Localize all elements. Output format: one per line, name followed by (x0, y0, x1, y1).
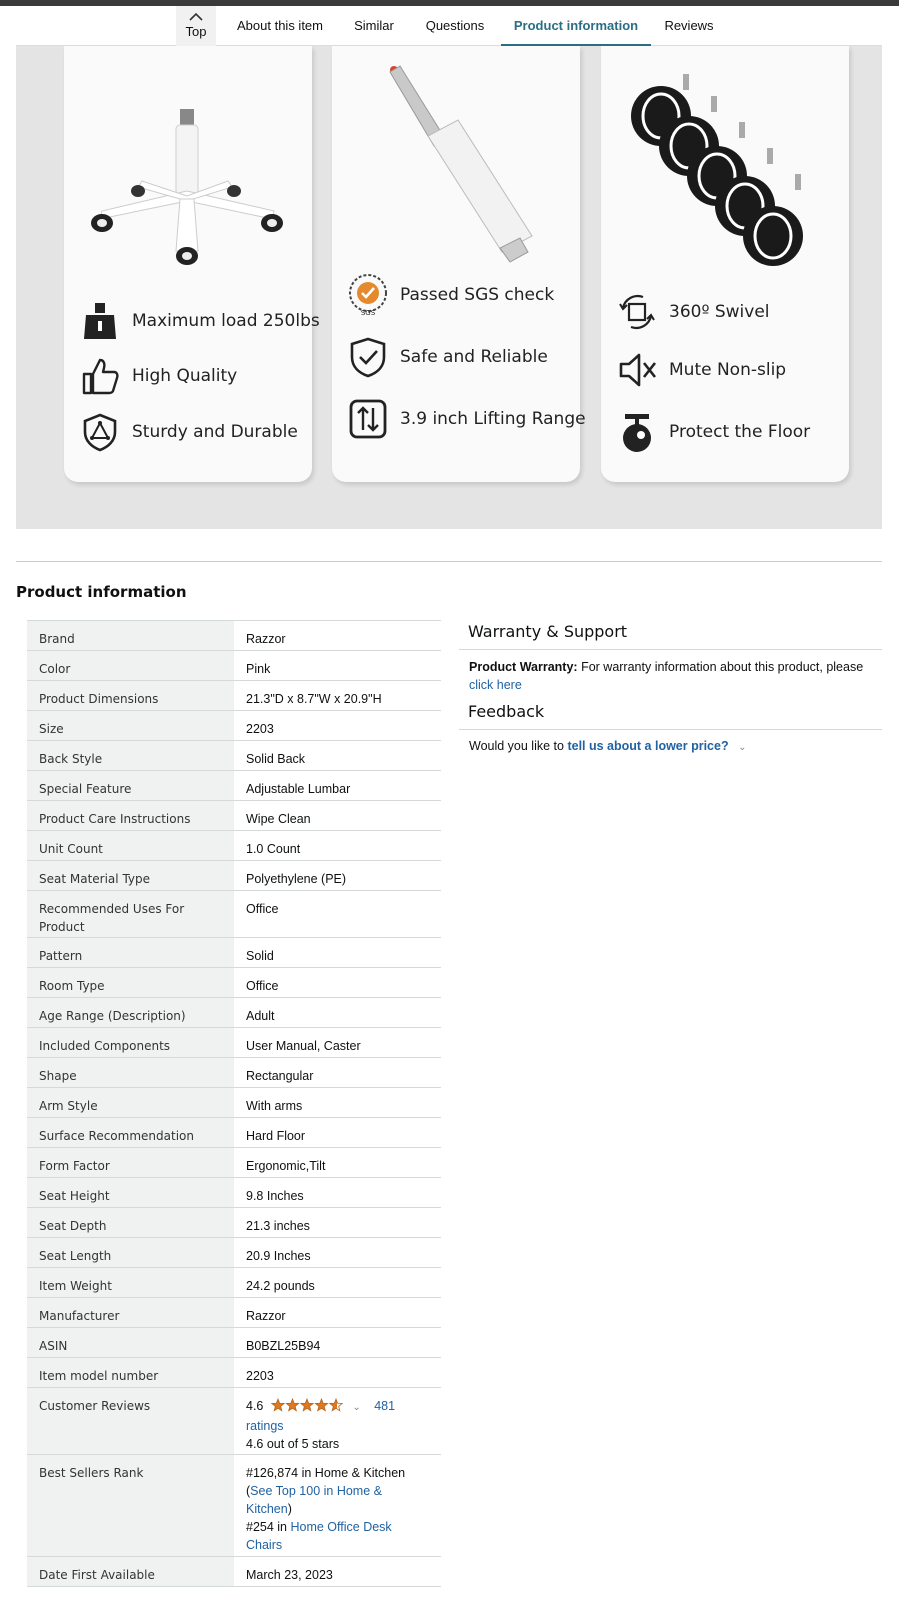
tab-bar (16, 6, 882, 46)
table-row (27, 1028, 441, 1058)
table-row (27, 711, 441, 741)
table-row (27, 1088, 441, 1118)
feature-label: 3.9 inch Lifting Range (400, 409, 586, 429)
table-row-date-first-available (27, 1557, 441, 1587)
spec-key: Item model number (27, 1358, 234, 1388)
table-row (27, 1358, 441, 1388)
thumbs-up-icon (80, 356, 120, 396)
spec-value: Pink (234, 651, 441, 681)
warranty-text (459, 650, 882, 700)
feature-label: Mute Non-slip (669, 360, 787, 380)
spec-key: Special Feature (27, 771, 234, 801)
spec-value: 1.0 Count (234, 831, 441, 861)
table-row (27, 831, 441, 861)
warranty-body: For warranty information about this product, please (581, 660, 864, 674)
spec-value: Adjustable Lumbar (234, 771, 441, 801)
star-2 (286, 1399, 298, 1411)
spec-key: Best Sellers Rank (27, 1455, 234, 1557)
star-1 (272, 1399, 284, 1411)
spec-value: Hard Floor (234, 1118, 441, 1148)
ratings-count-link[interactable]: 481 (374, 1399, 396, 1413)
spec-value: Razzor (234, 1298, 441, 1328)
product-feature-banner (16, 46, 882, 529)
spec-value: Adult (234, 998, 441, 1028)
table-row-best-sellers-rank (27, 1455, 441, 1557)
section-divider (16, 561, 882, 562)
top-label: Top (185, 24, 207, 39)
chevron-down-icon[interactable]: ⌄ (352, 1402, 361, 1413)
table-row (27, 1208, 441, 1238)
spec-value: With arms (234, 1088, 441, 1118)
spec-key: Arm Style (27, 1088, 234, 1118)
table-row (27, 891, 441, 938)
table-row (27, 681, 441, 711)
feature-label: Sturdy and Durable (132, 422, 298, 442)
feature-swivel (615, 290, 770, 334)
spec-key: Manufacturer (27, 1298, 234, 1328)
rank-line-2-prefix: #254 in (246, 1520, 291, 1534)
warranty-click-here-link[interactable]: click here (469, 678, 522, 692)
spec-value: March 23, 2023 (234, 1557, 441, 1587)
caster-wheels-image (621, 66, 831, 281)
spec-key: Size (27, 711, 234, 741)
spec-value: 21.3"D x 8.7"W x 20.9"H (234, 681, 441, 711)
spec-value: Office (234, 891, 441, 938)
feature-high-quality (78, 354, 237, 398)
feature-label: 360º Swivel (669, 302, 770, 322)
swivel-icon (617, 292, 657, 332)
product-details-table (27, 620, 441, 1587)
spec-key: Surface Recommendation (27, 1118, 234, 1148)
spec-key: Recommended Uses For Product (27, 891, 234, 938)
spec-value: Office (234, 968, 441, 998)
lower-price-feedback-link[interactable]: tell us about a lower price? (567, 739, 729, 753)
spec-key: Seat Depth (27, 1208, 234, 1238)
star-rating-icon[interactable] (271, 1398, 343, 1412)
home-office-desk-chairs-link[interactable]: Home Office Desk Chairs (246, 1520, 392, 1552)
star-4 (315, 1399, 327, 1411)
spec-key: ASIN (27, 1328, 234, 1358)
chevron-up-icon (189, 12, 203, 22)
spec-value: 20.9 Inches (234, 1238, 441, 1268)
up-down-arrows-icon (348, 398, 388, 440)
spec-value: 21.3 inches (234, 1208, 441, 1238)
table-row (27, 998, 441, 1028)
spec-key: Age Range (Description) (27, 998, 234, 1028)
side-panel (459, 620, 882, 762)
star-3 (301, 1399, 313, 1411)
table-row (27, 1058, 441, 1088)
spec-value: Wipe Clean (234, 801, 441, 831)
spec-key: Item Weight (27, 1268, 234, 1298)
spec-key: Product Care Instructions (27, 801, 234, 831)
feedback-text (459, 730, 882, 762)
spec-value: Polyethylene (PE) (234, 861, 441, 891)
spec-key: Date First Available (27, 1557, 234, 1587)
spec-value: Ergonomic,Tilt (234, 1148, 441, 1178)
see-top-100-link[interactable]: See Top 100 in Home & Kitchen (246, 1484, 382, 1516)
spec-value: 24.2 pounds (234, 1268, 441, 1298)
rating-number: 4.6 (246, 1399, 264, 1413)
table-row-customer-reviews (27, 1388, 441, 1455)
feature-sturdy (78, 410, 298, 454)
spec-value: 2203 (234, 1358, 441, 1388)
table-row (27, 861, 441, 891)
feature-label: Maximum load 250lbs (132, 311, 320, 331)
feature-mute (615, 348, 786, 392)
feature-label: Protect the Floor (669, 422, 811, 442)
spec-key: Seat Material Type (27, 861, 234, 891)
spec-value-rank (234, 1455, 441, 1557)
table-row (27, 801, 441, 831)
table-row (27, 968, 441, 998)
table-row (27, 938, 441, 968)
spec-key: Form Factor (27, 1148, 234, 1178)
feature-card-gas-lift (332, 46, 586, 482)
tab-questions[interactable]: Questions (425, 18, 485, 33)
rank-close-paren: ) (287, 1502, 292, 1516)
spec-value: User Manual, Caster (234, 1028, 441, 1058)
feedback-title: Feedback (459, 700, 882, 730)
sgs-badge-icon (346, 273, 390, 317)
gas-cylinder-image (372, 56, 542, 266)
svg-text:SGS: SGS (360, 309, 376, 317)
spec-key: Customer Reviews (27, 1388, 234, 1455)
spec-key: Color (27, 651, 234, 681)
table-row (27, 1268, 441, 1298)
weight-icon (80, 301, 120, 341)
table-row (27, 1118, 441, 1148)
chevron-down-icon[interactable]: ⌄ (738, 742, 747, 753)
shield-check-icon (348, 336, 388, 378)
tab-similar[interactable]: Similar (354, 18, 394, 33)
caster-icon (617, 411, 657, 453)
spec-key: Room Type (27, 968, 234, 998)
spec-key: Back Style (27, 741, 234, 771)
spec-key: Unit Count (27, 831, 234, 861)
feature-protect-floor (615, 410, 810, 454)
shield-icon (80, 412, 120, 452)
tab-reviews[interactable]: Reviews (664, 18, 714, 33)
feature-card-base (64, 46, 320, 482)
rank-open-paren: ( (246, 1484, 251, 1498)
spec-value-reviews (234, 1388, 441, 1455)
spec-key: Seat Height (27, 1178, 234, 1208)
feature-label: Safe and Reliable (400, 347, 548, 367)
warranty-label: Product Warranty: (469, 660, 578, 674)
rank-line-1: #126,874 in Home & Kitchen (246, 1466, 406, 1480)
feature-max-load (78, 299, 320, 343)
feature-card-casters (601, 46, 849, 482)
chair-base-image (72, 101, 304, 276)
spec-key: Seat Length (27, 1238, 234, 1268)
table-row (27, 1298, 441, 1328)
table-row (27, 621, 441, 651)
mute-speaker-icon (617, 350, 657, 390)
star-5 (330, 1399, 342, 1411)
feature-label: Passed SGS check (400, 285, 555, 305)
rating-out-of: 4.6 out of 5 stars (246, 1437, 340, 1451)
spec-value: B0BZL25B94 (234, 1328, 441, 1358)
spec-value: Solid (234, 938, 441, 968)
tab-product-information[interactable]: Product information (501, 6, 651, 46)
table-row (27, 1238, 441, 1268)
ratings-word-link[interactable]: ratings (246, 1419, 284, 1433)
feature-safe (346, 335, 548, 379)
table-row (27, 1178, 441, 1208)
feature-label: High Quality (132, 366, 238, 386)
spec-value: Razzor (234, 621, 441, 651)
spec-value: 9.8 Inches (234, 1178, 441, 1208)
tab-about-this-item[interactable]: About this item (237, 18, 323, 33)
spec-key: Shape (27, 1058, 234, 1088)
feature-sgs (346, 273, 554, 317)
table-row (27, 741, 441, 771)
spec-key: Pattern (27, 938, 234, 968)
feedback-prefix: Would you like to (469, 739, 564, 753)
back-to-top-button[interactable] (176, 6, 216, 46)
spec-value: Rectangular (234, 1058, 441, 1088)
section-title: Product information (16, 583, 187, 601)
warranty-title: Warranty & Support (459, 620, 882, 650)
spec-value: 2203 (234, 711, 441, 741)
spec-key: Brand (27, 621, 234, 651)
table-row (27, 1148, 441, 1178)
table-row (27, 1328, 441, 1358)
feature-lifting-range (346, 397, 586, 441)
table-row (27, 771, 441, 801)
spec-key: Product Dimensions (27, 681, 234, 711)
spec-key: Included Components (27, 1028, 234, 1058)
table-row (27, 651, 441, 681)
spec-value: Solid Back (234, 741, 441, 771)
